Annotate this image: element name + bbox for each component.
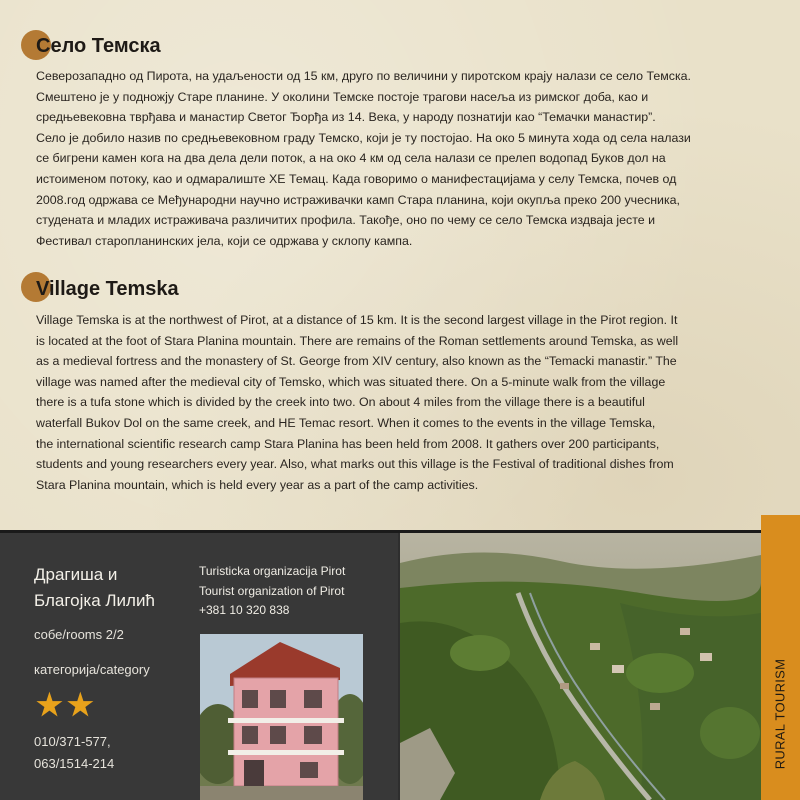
- host-name-line: Драгиша и: [34, 565, 118, 584]
- text-line: истоименом потоку, као и одмаралиште ХЕ Темац. Када говоримо о манифестацијама у селу Темска, почев од: [36, 171, 677, 186]
- landscape-photo: [400, 533, 761, 800]
- star-rating: ★★: [36, 689, 98, 722]
- text-line: средњевековна тврђава и манастир Светог Ђорђа из 14. Века, у народу познатији као “Темачки манастир”.: [36, 110, 656, 125]
- host-name-line: Благојка Лилић: [34, 591, 155, 610]
- host-name: [34, 562, 204, 614]
- section-title: Village Temska: [36, 278, 179, 300]
- organization-info: [199, 562, 345, 621]
- village-landscape-illustration: [400, 533, 761, 800]
- phone-number: 063/1514-214: [34, 756, 115, 771]
- text-line: Village Temska is at the northwest of Pirot, at a distance of 15 km. It is the second largest village in the Pirot region. It: [36, 313, 678, 327]
- section-title: Село Темска: [36, 35, 161, 57]
- text-line: is located at the foot of Stara Planina mountain. There are remains of the Roman settlements around Temska, as well: [36, 333, 679, 348]
- section-body: [36, 310, 678, 495]
- text-line: students and young researchers every year. Also, what marks out this village is the Festival of traditional dishes from: [36, 457, 674, 472]
- text-line: Фестивал старопланинских јела, који се одржава у склопу кампа.: [36, 233, 413, 248]
- organization-name: Turisticka organizacija Pirot: [199, 564, 346, 578]
- phone-number: 010/371-577,: [34, 734, 111, 749]
- text-line: as a medieval fortress and the monastery of St. George from XIV century, also known as the “Temacki manastir.” The: [36, 354, 677, 369]
- section-body: [36, 66, 691, 251]
- text-line: waterfall Bukov Dol on the same creek, and HE Temac resort. When it comes to the events in the village Temska,: [36, 415, 656, 430]
- side-tab-label: RURAL TOURISM: [772, 658, 788, 770]
- text-line: Stara Planina mountain, which is held every year as a part of the camp activities.: [36, 477, 479, 492]
- text-line: Село је добило назив по средњевековном граду Темско, који је ту постојао. На око 5 минута хода од села налази: [36, 130, 691, 145]
- category-label: категорија/category: [34, 662, 150, 677]
- text-line: студената и младих истраживача различитих профила. Такође, оно по чему се село Темска издваја јесте и: [36, 213, 656, 228]
- house-photo: [200, 634, 363, 800]
- organization-name-en: Tourist organization of Pirot: [199, 583, 345, 598]
- text-line: Смештено је у подножју Старе планине. У околини Темске постоје трагови насеља из римског доба, као и: [36, 89, 649, 104]
- organization-phone: +381 10 320 838: [199, 603, 290, 617]
- text-line: the international scientific research camp Stara Planina has been held from 2008. It gathers over 200 participants,: [36, 436, 660, 451]
- text-line: village was named after the medieval city of Temsko, which was situated there. On a 5-minute walk from the village: [36, 374, 666, 389]
- house-illustration: [200, 634, 363, 800]
- text-line: there is a tufa stone which is divided by the creek into two. On about 4 miles from the village there is a beautiful: [36, 395, 645, 410]
- text-line: Северозападно од Пирота, на удаљености од 15 км, друго по величини у пиротском крају налази се село Темска.: [36, 69, 691, 83]
- text-line: 2008.год одржава се Међународни научно истраживачки камп Стара планина, који окупља преко 200 учесника,: [36, 192, 680, 207]
- text-line: се бигрени камен кога на два дела дели поток, а на око 4 км од села налази се прелеп водопад Буков дол на: [36, 151, 666, 166]
- rooms-info: собе/rooms 2/2: [34, 627, 124, 642]
